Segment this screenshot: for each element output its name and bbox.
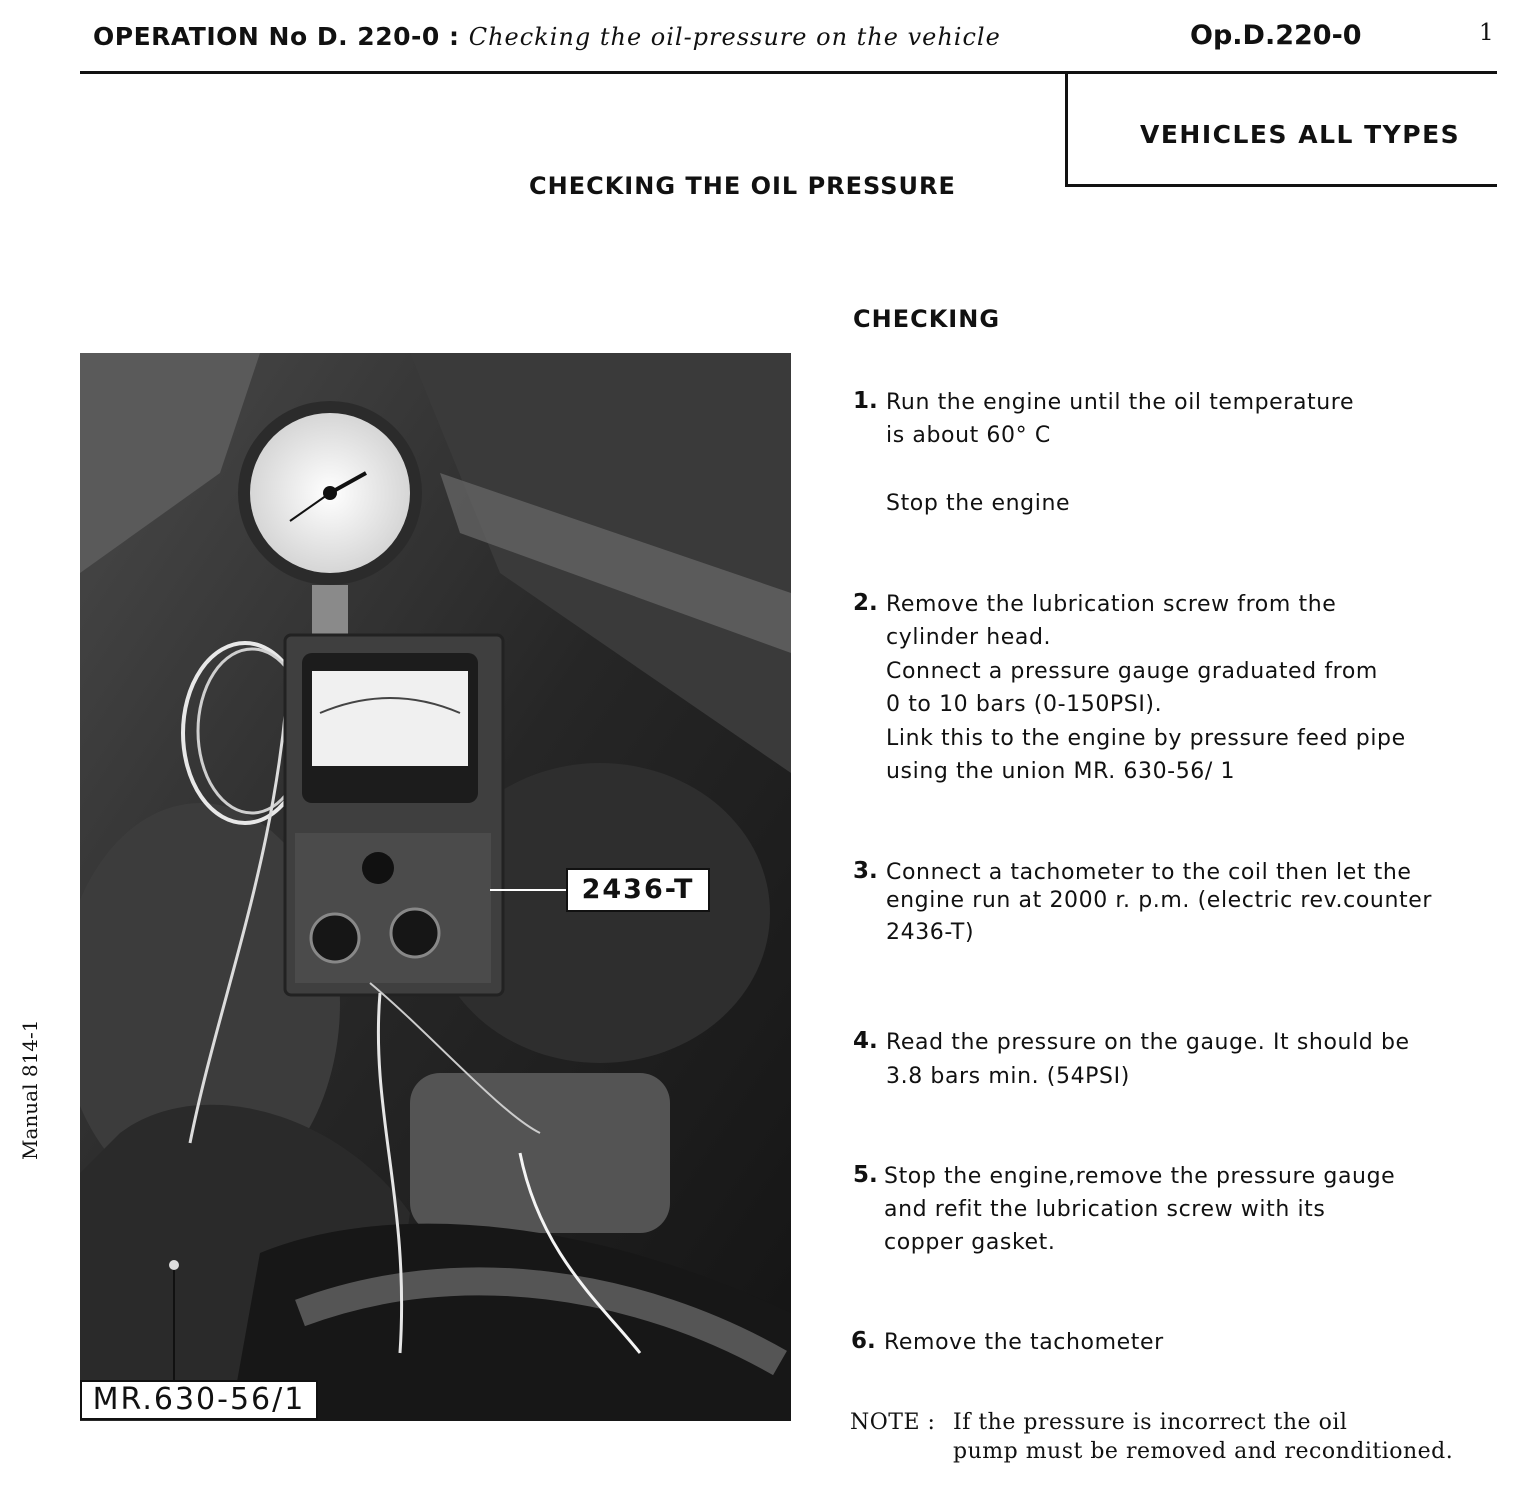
step-line: Stop the engine,remove the pressure gauge (884, 1164, 1396, 1189)
step-number: 5. (853, 1162, 878, 1188)
step-line: using the union MR. 630-56/ 1 (886, 759, 1236, 784)
step-line: 0 to 10 bars (0-150PSI). (886, 692, 1163, 717)
step-line: Connect a tachometer to the coil then let the (886, 860, 1412, 885)
step-line: engine run at 2000 r. p.m. (electric rev.counter (886, 888, 1433, 913)
step-line: Read the pressure on the gauge. It should be (886, 1030, 1410, 1055)
step-line: Connect a pressure gauge graduated from (886, 659, 1378, 684)
header-rule (80, 71, 1497, 74)
union-callout: MR.630-56/1 (80, 1380, 318, 1420)
step-number: 2. (853, 590, 878, 616)
note-line: If the pressure is incorrect the oil (953, 1410, 1348, 1435)
section-heading: CHECKING (853, 305, 1001, 333)
step-line: is about 60° C (886, 423, 1051, 448)
vehicle-scope: VEHICLES ALL TYPES (1140, 120, 1461, 149)
page-number: 1 (1479, 20, 1494, 46)
note-line: pump must be removed and reconditioned. (953, 1439, 1454, 1464)
operation-subject: Checking the oil-pressure on the vehicle (468, 23, 1001, 51)
step-number: 6. (851, 1328, 876, 1354)
step-line: Link this to the engine by pressure feed pipe (886, 726, 1406, 751)
manual-side-reference: Manual 814-1 (18, 1019, 42, 1160)
step-line: and refit the lubrication screw with its (884, 1197, 1326, 1222)
step-number: 1. (853, 388, 878, 414)
step-line: 2436-T) (886, 920, 975, 945)
operation-header (93, 22, 1001, 51)
step-line: cylinder head. (886, 625, 1052, 650)
note-label: NOTE : (850, 1410, 936, 1435)
vehicle-box-left-border (1065, 73, 1068, 187)
step-line: copper gasket. (884, 1230, 1056, 1255)
step-number: 4. (853, 1028, 878, 1054)
tachometer-callout: 2436-T (566, 868, 710, 912)
step-line: Stop the engine (886, 491, 1071, 516)
step-number: 3. (853, 858, 878, 884)
vehicle-box-bottom-border (1065, 184, 1497, 187)
step-line: Remove the tachometer (884, 1330, 1164, 1355)
step-line: Run the engine until the oil temperature (886, 390, 1355, 415)
operation-reference: Op.D.220-0 (1190, 20, 1362, 51)
step-line: Remove the lubrication screw from the (886, 592, 1337, 617)
page-title: CHECKING THE OIL PRESSURE (529, 172, 956, 200)
header-separator: : (448, 22, 460, 51)
step-line: 3.8 bars min. (54PSI) (886, 1064, 1130, 1089)
operation-label: OPERATION No D. 220-0 (93, 22, 440, 51)
